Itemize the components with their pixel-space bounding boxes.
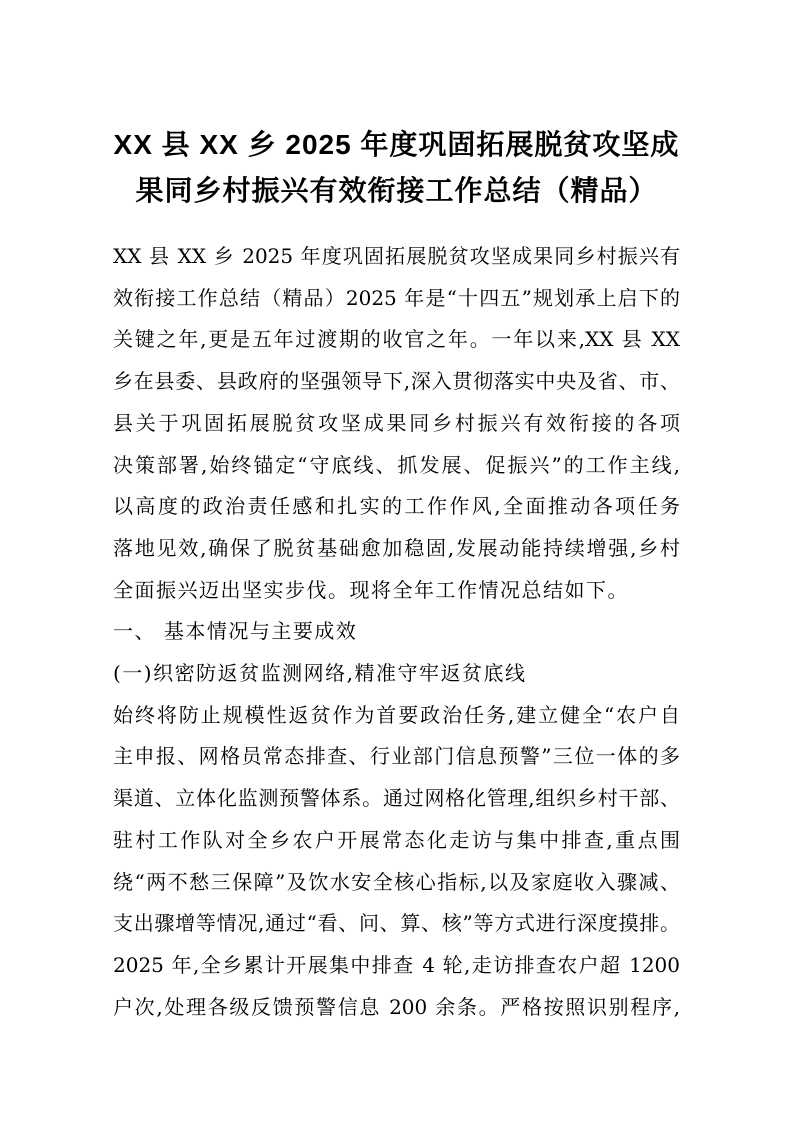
body-line: 乡在县委、县政府的坚强领导下,深入贯彻落实中央及省、市、 xyxy=(113,369,680,394)
body-line: 决策部署,始终锚定“守底线、抓发展、促振兴”的工作主线, xyxy=(113,452,680,477)
body-line: 始终将防止规模性返贫作为首要政治任务,建立健全“农户自 xyxy=(113,702,680,727)
body-line: 县关于巩固拓展脱贫攻坚成果同乡村振兴有效衔接的各项 xyxy=(113,410,680,435)
body-line: 驻村工作队对全乡农户开展常态化走访与集中排查,重点围 xyxy=(113,827,680,852)
body-line: 以高度的政治责任感和扎实的工作作风,全面推动各项任务 xyxy=(113,494,680,519)
body-line: 户次,处理各级反馈预警信息 200 余条。严格按照识别程序, xyxy=(113,994,680,1019)
subsection-heading: (一)织密防返贫监测网络,精准守牢返贫底线 xyxy=(113,661,527,686)
title-line: XX 县 XX 乡 2025 年度巩固拓展脱贫攻坚成 xyxy=(113,129,680,160)
title-line: 果同乡村振兴有效衔接工作总结（精品） xyxy=(135,175,658,206)
section-heading: 一、 基本情况与主要成效 xyxy=(113,619,358,644)
body-line: 支出骤增等情况,通过“看、问、算、核”等方式进行深度摸排。 xyxy=(113,911,680,936)
body-line: 绕“两不愁三保障”及饮水安全核心指标,以及家庭收入骤减、 xyxy=(113,869,680,894)
body-line: 2025 年,全乡累计开展集中排查 4 轮,走访排查农户超 1200 xyxy=(113,952,680,977)
paragraph-end-line: 全面振兴迈出坚实步伐。现将全年工作情况总结如下。 xyxy=(113,577,629,602)
body-line: 关键之年,更是五年过渡期的收官之年。一年以来,XX 县 XX xyxy=(113,327,680,352)
document-body xyxy=(113,236,680,1028)
body-line: 效衔接工作总结（精品）2025 年是“十四五”规划承上启下的 xyxy=(113,285,680,310)
body-line: 渠道、立体化监测预警体系。通过网格化管理,组织乡村干部、 xyxy=(113,786,680,811)
body-line: XX 县 XX 乡 2025 年度巩固拓展脱贫攻坚成果同乡村振兴有 xyxy=(113,244,680,268)
body-line: 主申报、网格员常态排查、行业部门信息预警”三位一体的多 xyxy=(113,744,680,769)
body-line: 落地见效,确保了脱贫基础愈加稳固,发展动能持续增强,乡村 xyxy=(113,535,680,560)
document-title xyxy=(113,122,680,214)
